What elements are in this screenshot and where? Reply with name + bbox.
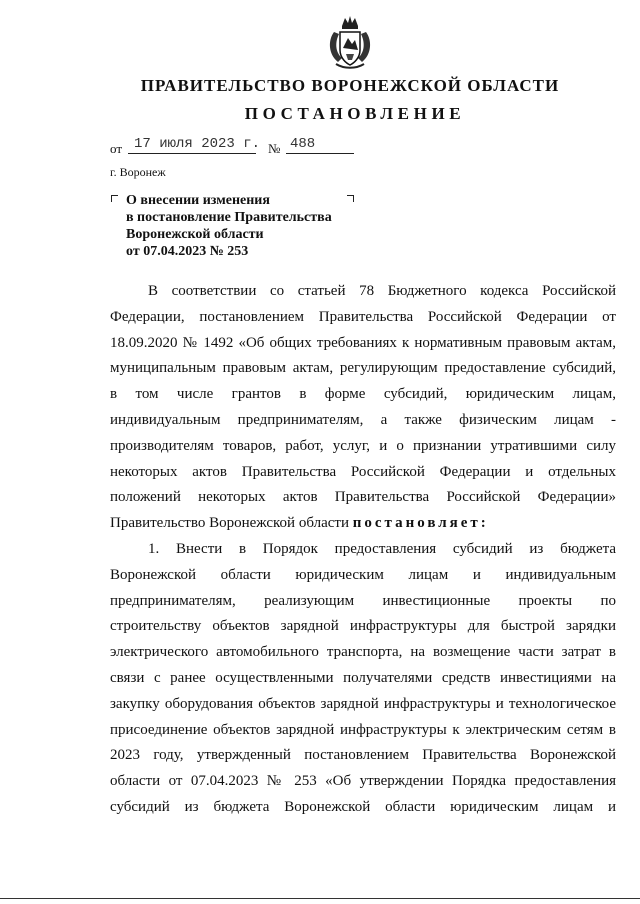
- subject-line: О внесении изменения: [126, 193, 270, 208]
- corner-bracket-left: [111, 195, 118, 202]
- body-line: субсидий из бюджета Воронежской области юридическим лицам и: [110, 798, 616, 815]
- government-title: ПРАВИТЕЛЬСТВО ВОРОНЕЖСКОЙ ОБЛАСТИ: [140, 76, 560, 95]
- body-line: Федерации, постановлением Правительства Российской Федерации от: [110, 308, 616, 325]
- body-line: 1. Внести в Порядок предоставления субсидий из бюджета: [148, 540, 616, 557]
- body-line: муниципальным правовым актам, регулирующим предоставление субсидий,: [110, 360, 616, 377]
- body-line: производителям товаров, работ, услуг, и о признании утратившими силу: [110, 437, 616, 454]
- government-subject: Правительство Воронежской области: [110, 515, 349, 532]
- document-body: [110, 279, 616, 821]
- subject-line: Воронежской области: [126, 227, 264, 242]
- body-line: положений некоторых актов Правительства Российской Федерации»: [110, 489, 616, 506]
- resolves-word: постановляет:: [352, 515, 489, 532]
- body-line: предпринимателям, реализующим инвестиционные проекты по: [110, 592, 616, 609]
- body-line: электрического автомобильного транспорта, на возмещение части затрат в: [110, 644, 616, 661]
- body-line-resolves: [110, 511, 616, 537]
- document-number: 488: [290, 136, 316, 152]
- footer-divider: [0, 898, 640, 899]
- date-underline: [128, 153, 256, 154]
- body-line: присоединение объектов зарядной инфраструктуры к электрическим сетям в: [110, 721, 616, 738]
- body-line: закупку оборудования объектов зарядной инфраструктуры и технологическое: [110, 695, 616, 712]
- body-line: 18.09.2020 № 1492 «Об общих требованиях к нормативным правовым актам,: [110, 334, 616, 351]
- number-underline: [286, 153, 354, 154]
- number-prefix: №: [268, 141, 281, 156]
- body-line: области от 07.04.2023 № 253 «Об утверждении Порядка предоставления: [110, 773, 616, 790]
- body-line: 2023 году, утвержденный постановлением Правительства Воронежской: [110, 747, 616, 764]
- document-type: ПОСТАНОВЛЕНИЕ: [244, 104, 466, 123]
- corner-bracket-right: [347, 195, 354, 202]
- body-line: Воронежской области юридическим лицам и индивидуальным: [110, 566, 616, 583]
- document-subject: [126, 192, 332, 260]
- body-line: строительству объектов зарядной инфраструктуры для быстрой зарядки: [110, 618, 616, 635]
- body-line: в том числе грантов в форме субсидий, юридическим лицам,: [110, 386, 616, 403]
- date-prefix: от: [110, 141, 123, 156]
- subject-line: от 07.04.2023 № 253: [126, 244, 249, 259]
- body-line: В соответствии со статьей 78 Бюджетного кодекса Российской: [148, 283, 616, 299]
- coat-of-arms-icon: [326, 14, 374, 70]
- body-line: связи с ранее осуществленными получателями средств инвестициями на: [110, 669, 616, 686]
- body-line: некоторых актов Правительства Российской Федерации и отдельных: [110, 463, 616, 480]
- body-line: индивидуальным предпринимателям, а также физическим лицам -: [110, 411, 616, 428]
- document-date: 17 июля 2023 г.: [134, 136, 261, 152]
- date-number-row: [110, 136, 370, 156]
- subject-line: в постановление Правительства: [126, 210, 332, 225]
- city-label: г. Воронеж: [110, 165, 166, 179]
